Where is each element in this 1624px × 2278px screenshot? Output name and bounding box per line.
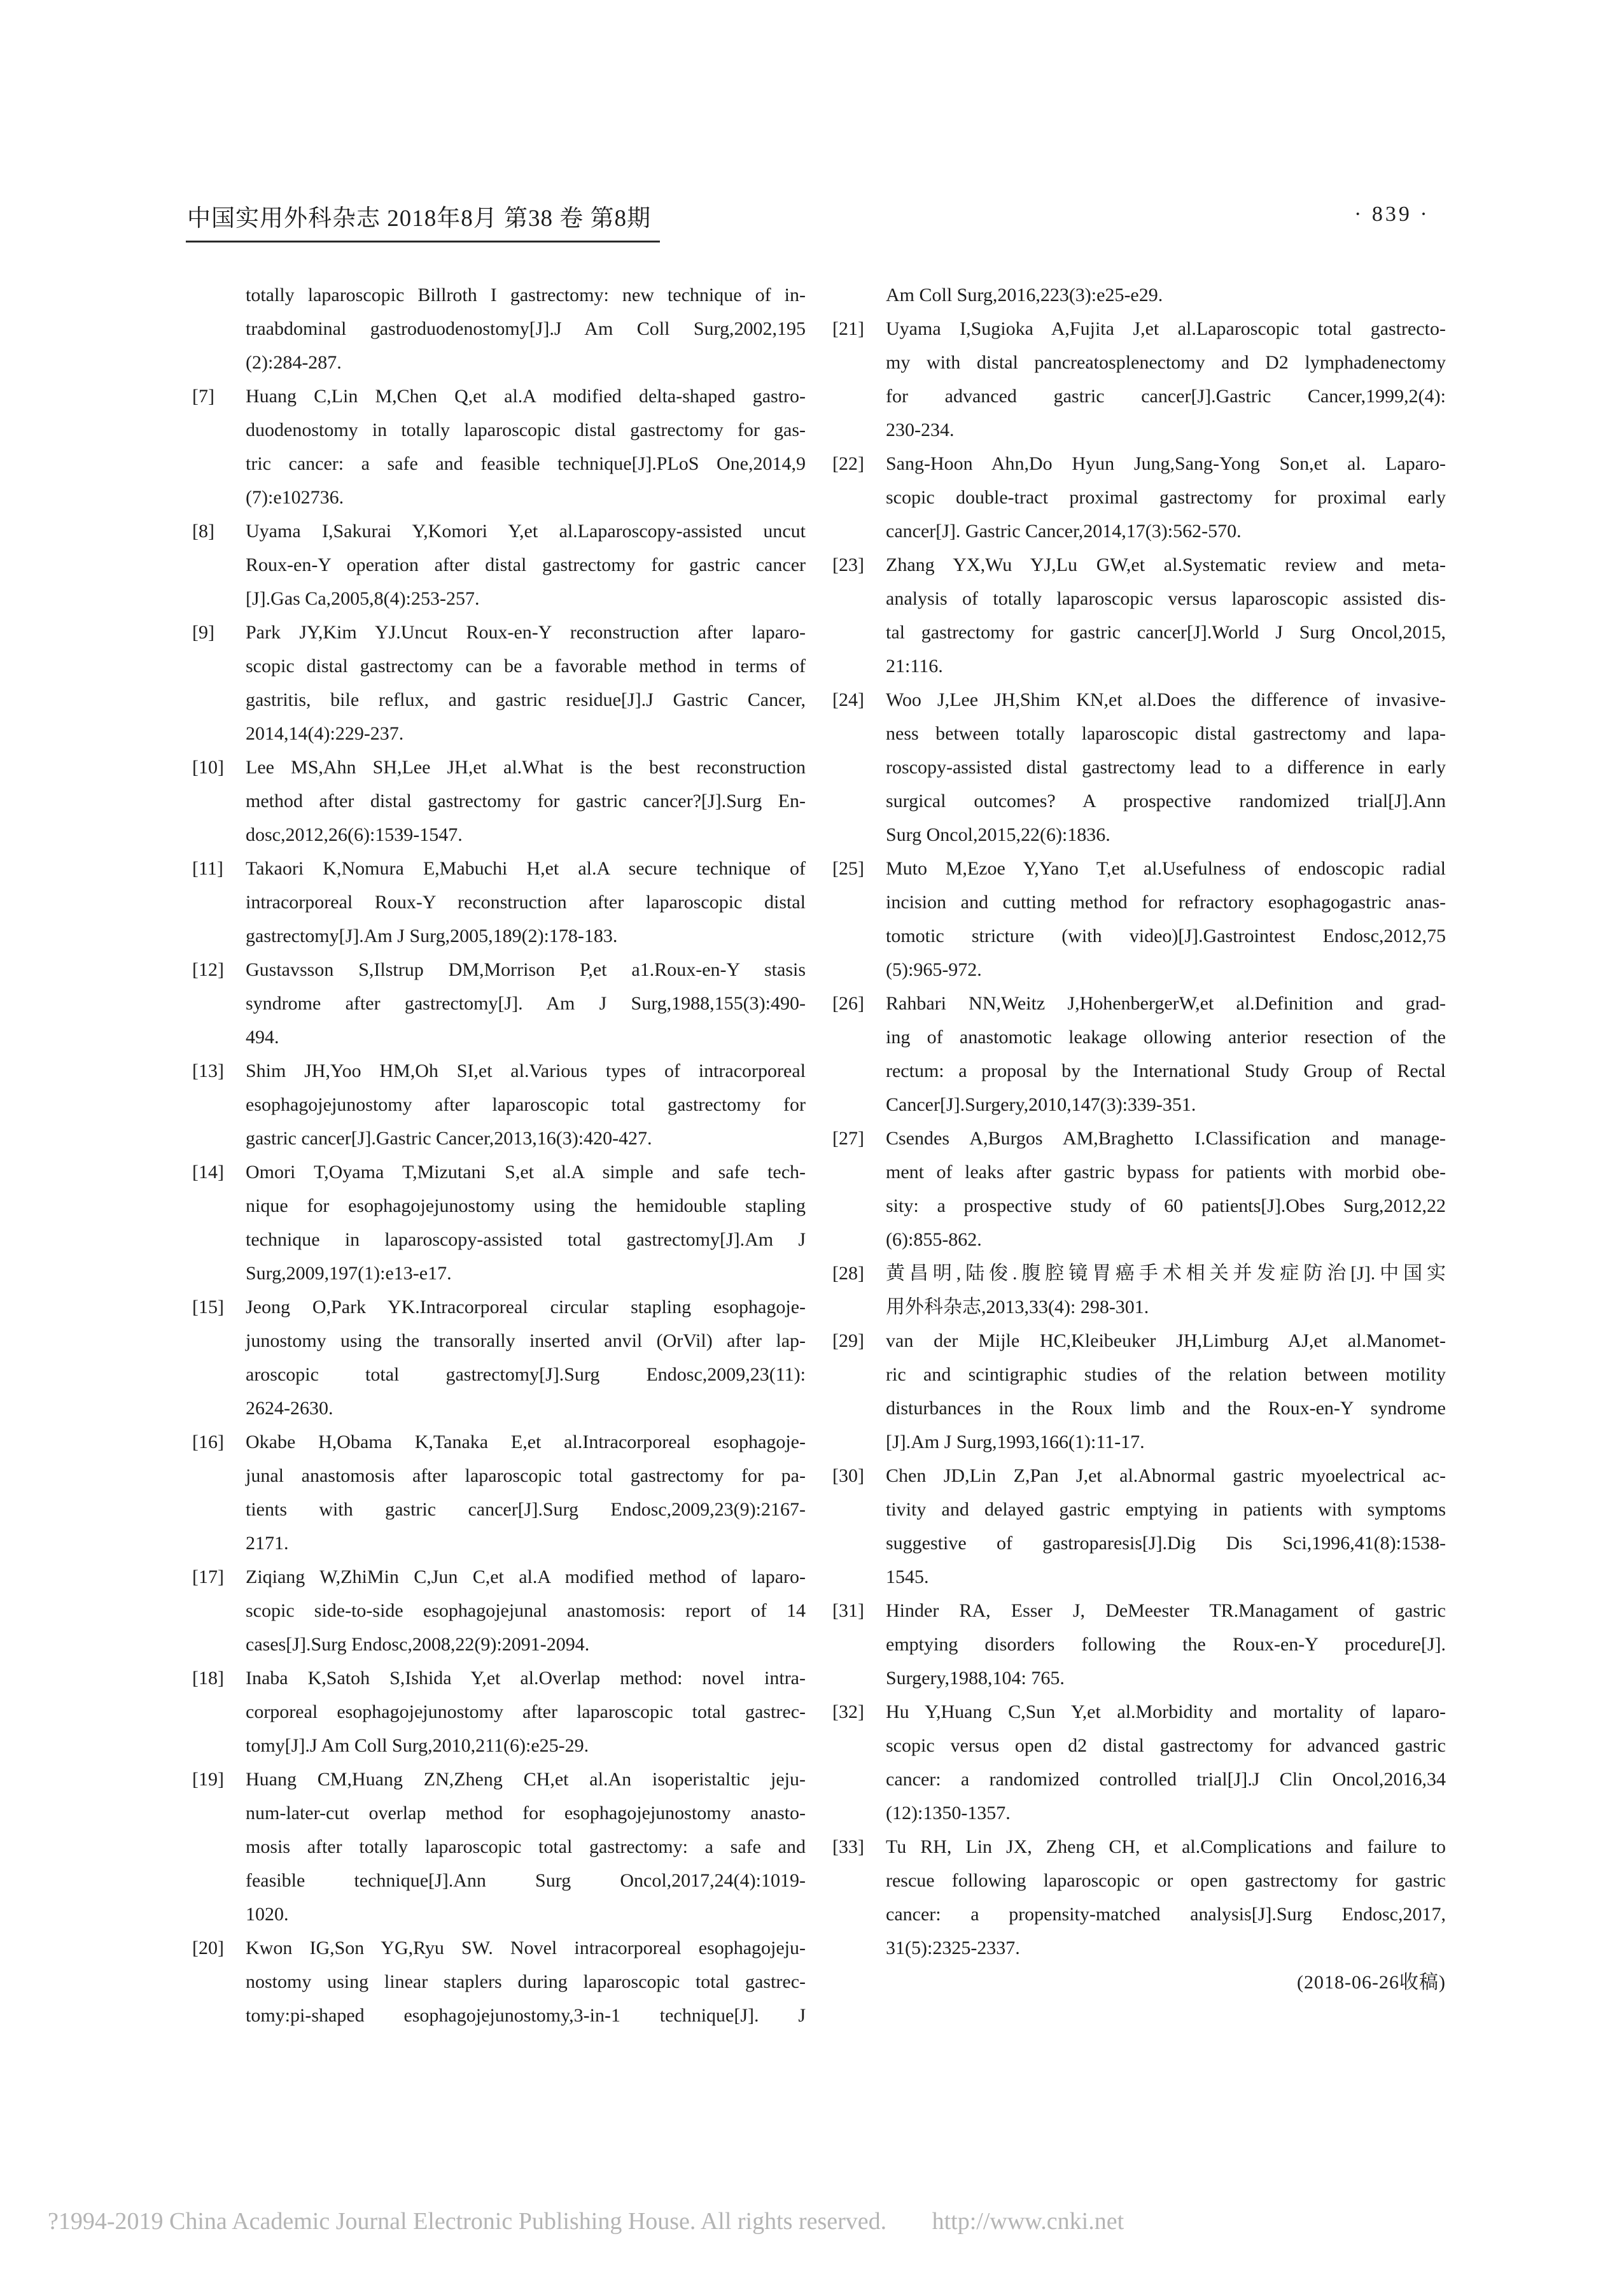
reference-line: Hinder RA, Esser J, DeMeester TR.Managament of gastric: [886, 1600, 1446, 1621]
reference-entry: [192, 1661, 806, 1762]
reference-line: traabdominal gastroduodenostomy[J].J Am Coll Surg,2002,195: [246, 318, 806, 339]
reference-line: junostomy using the transorally inserted anvil (OrVil) after lap-: [246, 1330, 806, 1351]
reference-line: tomy[J].J Am Coll Surg,2010,211(6):e25-29.: [246, 1735, 589, 1756]
reference-line: ing of anastomotic leakage ollowing anterior resection of the: [886, 1027, 1446, 1048]
reference-entry: [832, 312, 1446, 447]
reference-entry: [832, 278, 1446, 312]
reference-text: [246, 1425, 806, 1560]
reference-line: corporeal esophagojejunostomy after laparoscopic total gastrec-: [246, 1701, 806, 1722]
reference-number: [31]: [832, 1600, 864, 1621]
reference-line: (7):e102736.: [246, 487, 344, 508]
reference-number: [22]: [832, 453, 864, 474]
reference-line: feasible technique[J].Ann Surg Oncol,2017,24(4):1019-: [246, 1870, 806, 1891]
reference-line: for advanced gastric cancer[J].Gastric Cancer,1999,2(4):: [886, 386, 1446, 407]
reference-line: Kwon IG,Son YG,Ryu SW. Novel intracorporeal esophagojeju-: [246, 1937, 806, 1958]
reference-number: [10]: [192, 757, 224, 778]
reference-line: Woo J,Lee JH,Shim KN,et al.Does the difference of invasive-: [886, 689, 1446, 710]
reference-number: [17]: [192, 1566, 224, 1587]
reference-entry: [832, 987, 1446, 1121]
reference-number: [9]: [192, 622, 214, 643]
page-footer: [48, 2207, 1588, 2235]
reference-line: totally laparoscopic Billroth I gastrectomy: new technique of in-: [246, 285, 806, 306]
reference-line: esophagojejunostomy after laparoscopic total gastrectomy for: [246, 1094, 806, 1115]
reference-line: 1020.: [246, 1904, 289, 1925]
reference-entry: [832, 447, 1446, 548]
reference-line: Cancer[J].Surgery,2010,147(3):339-351.: [886, 1094, 1196, 1115]
reference-line: Jeong O,Park YK.Intracorporeal circular stapling esophagoje-: [246, 1297, 806, 1318]
reference-line: tric cancer: a safe and feasible technique[J].PLoS One,2014,9: [246, 453, 806, 474]
reference-text: [886, 1830, 1446, 1965]
reference-text: [246, 1155, 806, 1290]
reference-line: aroscopic total gastrectomy[J].Surg Endosc,2009,23(11):: [246, 1364, 806, 1385]
reference-text: [886, 278, 1446, 312]
reference-line: 21:116.: [886, 656, 943, 677]
reference-entry: [832, 1830, 1446, 1965]
reference-number: [26]: [832, 993, 864, 1014]
reference-line: tomy:pi-shaped esophagojejunostomy,3-in-1 technique[J]. J: [246, 2005, 806, 2026]
reference-entry: [192, 615, 806, 750]
reference-entry: [192, 1054, 806, 1155]
reference-line: analysis of totally laparoscopic versus laparoscopic assisted dis-: [886, 588, 1446, 609]
reference-text: [246, 1762, 806, 1931]
reference-line: 黄昌明,陆俊.腹腔镜胃癌手术相关并发症防治[J].中国实: [886, 1263, 1446, 1284]
reference-line: [J].Am J Surg,1993,166(1):11-17.: [886, 1431, 1145, 1452]
reference-text: [886, 1121, 1446, 1256]
reference-text: [886, 1324, 1446, 1459]
reference-line: van der Mijle HC,Kleibeuker JH,Limburg AJ,et al.Manomet-: [886, 1330, 1446, 1351]
reference-text: [886, 1695, 1446, 1830]
reference-line: Am Coll Surg,2016,223(3):e25-e29.: [886, 285, 1163, 306]
reference-line: cases[J].Surg Endosc,2008,22(9):2091-2094.: [246, 1634, 590, 1655]
reference-line: cancer: a randomized controlled trial[J].J Clin Oncol,2016,34: [886, 1769, 1446, 1790]
reference-text: [886, 447, 1446, 548]
reference-number: [11]: [192, 858, 223, 879]
reference-line: num-later-cut overlap method for esophagojejunostomy anasto-: [246, 1803, 806, 1824]
reference-line: ric and scintigraphic studies of the relation between motility: [886, 1364, 1446, 1385]
reference-line: Huang C,Lin M,Chen Q,et al.A modified delta-shaped gastro-: [246, 386, 806, 407]
reference-line: Uyama I,Sugioka A,Fujita J,et al.Laparoscopic total gastrecto-: [886, 318, 1446, 339]
reference-line: Sang-Hoon Ahn,Do Hyun Jung,Sang-Yong Son,et al. Laparo-: [886, 453, 1446, 474]
reference-line: duodenostomy in totally laparoscopic distal gastrectomy for gas-: [246, 419, 806, 440]
reference-text: [246, 852, 806, 953]
references-right-column: [832, 278, 1446, 1999]
reference-line: scopic versus open d2 distal gastrectomy for advanced gastric: [886, 1735, 1446, 1756]
reference-text: [886, 683, 1446, 852]
reference-line: junal anastomosis after laparoscopic total gastrectomy for pa-: [246, 1465, 806, 1486]
reference-entry: [192, 379, 806, 514]
reference-entry: [192, 1560, 806, 1661]
reference-line: tivity and delayed gastric emptying in patients with symptoms: [886, 1499, 1446, 1520]
reference-line: Hu Y,Huang C,Sun Y,et al.Morbidity and mortality of laparo-: [886, 1701, 1446, 1722]
reference-line: 1545.: [886, 1566, 929, 1587]
reference-number: [27]: [832, 1128, 864, 1149]
reference-number: [12]: [192, 959, 224, 980]
reference-entry: [192, 1425, 806, 1560]
reference-line: 2014,14(4):229-237.: [246, 723, 404, 744]
reference-line: my with distal pancreatosplenectomy and D2 lymphadenectomy: [886, 352, 1446, 373]
reference-entry: [192, 1931, 806, 2032]
reference-line: technique in laparoscopy-assisted total gastrectomy[J].Am J: [246, 1229, 806, 1250]
reference-text: [246, 1560, 806, 1661]
reference-text: [886, 312, 1446, 447]
reference-number: [29]: [832, 1330, 864, 1351]
reference-text: [886, 548, 1446, 683]
reference-line: scopic side-to-side esophagojejunal anastomosis: report of 14: [246, 1600, 806, 1621]
reference-line: syndrome after gastrectomy[J]. Am J Surg,1988,155(3):490-: [246, 993, 806, 1014]
reference-text: [246, 514, 806, 615]
reference-number: [32]: [832, 1701, 864, 1722]
reference-line: (5):965-972.: [886, 959, 982, 980]
reference-line: Surg Oncol,2015,22(6):1836.: [886, 824, 1110, 845]
reference-line: mosis after totally laparoscopic total gastrectomy: a safe and: [246, 1836, 806, 1857]
reference-entry: [192, 750, 806, 852]
reference-entry: [192, 852, 806, 953]
reference-entry: [192, 1290, 806, 1425]
reference-line: (12):1350-1357.: [886, 1803, 1011, 1824]
reference-line: cancer[J]. Gastric Cancer,2014,17(3):562-570.: [886, 521, 1242, 542]
reference-line: Chen JD,Lin Z,Pan J,et al.Abnormal gastric myoelectrical ac-: [886, 1465, 1446, 1486]
reference-entry: [832, 1256, 1446, 1324]
reference-number: [25]: [832, 858, 864, 879]
reference-line: disturbances in the Roux limb and the Roux-en-Y syndrome: [886, 1398, 1446, 1419]
page-number: · 839 ·: [1354, 202, 1430, 226]
reference-text: [246, 379, 806, 514]
reference-line: (2):284-287.: [246, 352, 342, 373]
reference-number: [28]: [832, 1263, 864, 1284]
reference-line: Inaba K,Satoh S,Ishida Y,et al.Overlap method: novel intra-: [246, 1668, 806, 1689]
reference-text: [886, 1594, 1446, 1695]
reference-line: Muto M,Ezoe Y,Yano T,et al.Usefulness of endoscopic radial: [886, 858, 1446, 879]
reference-line: incision and cutting method for refractory esophagogastric anas-: [886, 892, 1446, 913]
reference-line: tients with gastric cancer[J].Surg Endosc,2009,23(9):2167-: [246, 1499, 806, 1520]
reference-number: [24]: [832, 689, 864, 710]
reference-line: Tu RH, Lin JX, Zheng CH, et al.Complications and failure to: [886, 1836, 1446, 1857]
reference-entry: [192, 278, 806, 379]
reference-line: gastritis, bile reflux, and gastric residue[J].J Gastric Cancer,: [246, 689, 806, 710]
reference-line: suggestive of gastroparesis[J].Dig Dis Sci,1996,41(8):1538-: [886, 1533, 1446, 1554]
reference-line: 494.: [246, 1027, 279, 1048]
reference-line: intracorporeal Roux-Y reconstruction after laparoscopic distal: [246, 892, 806, 913]
reference-line: scopic double-tract proximal gastrectomy for proximal early: [886, 487, 1446, 508]
reference-text: [886, 1256, 1446, 1324]
reference-line: Ziqiang W,ZhiMin C,Jun C,et al.A modified method of laparo-: [246, 1566, 806, 1587]
reference-entry: [192, 514, 806, 615]
reference-entry: [192, 1762, 806, 1931]
reference-entry: [832, 683, 1446, 852]
reference-line: 2624-2630.: [246, 1398, 333, 1419]
received-note: (2018-06-26收稿): [1297, 1972, 1446, 1993]
reference-line: 31(5):2325-2337.: [886, 1937, 1020, 1958]
reference-line: cancer: a propensity-matched analysis[J].Surg Endosc,2017,: [886, 1904, 1446, 1925]
reference-line: Surg,2009,197(1):e13-e17.: [246, 1263, 452, 1284]
reference-entry: [832, 852, 1446, 987]
journal-info: 中国实用外科杂志 2018年8月 第38 卷 第8期: [186, 199, 660, 243]
reference-line: gastrectomy[J].Am J Surg,2005,189(2):178-183.: [246, 925, 618, 946]
reference-entry: [832, 548, 1446, 683]
reference-number: [14]: [192, 1162, 224, 1183]
reference-text: [246, 953, 806, 1054]
reference-number: [20]: [192, 1937, 224, 1958]
page-header: [0, 199, 1624, 256]
reference-line: scopic distal gastrectomy can be a favorable method in terms of: [246, 656, 806, 677]
reference-entry: [832, 1121, 1446, 1256]
reference-line: Csendes A,Burgos AM,Braghetto I.Classification and manage-: [886, 1128, 1446, 1149]
reference-number: [21]: [832, 318, 864, 339]
reference-text: [246, 278, 806, 379]
reference-line: Omori T,Oyama T,Mizutani S,et al.A simple and safe tech-: [246, 1162, 806, 1183]
reference-line: Surgery,1988,104: 765.: [886, 1668, 1065, 1689]
reference-number: [16]: [192, 1431, 224, 1452]
reference-line: [J].Gas Ca,2005,8(4):253-257.: [246, 588, 480, 609]
reference-line: 2171.: [246, 1533, 289, 1554]
reference-number: [33]: [832, 1836, 864, 1857]
reference-entry: [832, 1695, 1446, 1830]
reference-line: Uyama I,Sakurai Y,Komori Y,et al.Laparoscopy-assisted uncut: [246, 521, 806, 542]
reference-line: Park JY,Kim YJ.Uncut Roux-en-Y reconstruction after laparo-: [246, 622, 806, 643]
reference-text: [886, 852, 1446, 987]
reference-list-right: [832, 278, 1446, 1965]
reference-entry: [192, 1155, 806, 1290]
reference-text: [246, 1661, 806, 1762]
reference-line: gastric cancer[J].Gastric Cancer,2013,16(3):420-427.: [246, 1128, 652, 1149]
reference-line: Huang CM,Huang ZN,Zheng CH,et al.An isoperistaltic jeju-: [246, 1769, 806, 1790]
reference-number: [30]: [832, 1465, 864, 1486]
reference-entry: [192, 953, 806, 1054]
reference-line: (6):855-862.: [886, 1229, 982, 1250]
reference-number: [18]: [192, 1668, 224, 1689]
reference-number: [23]: [832, 554, 864, 575]
reference-line: Roux-en-Y operation after distal gastrectomy for gastric cancer: [246, 554, 806, 575]
reference-line: Gustavsson S,Ilstrup DM,Morrison P,et a1.Roux-en-Y stasis: [246, 959, 806, 980]
reference-line: tomotic stricture (with video)[J].Gastrointest Endosc,2012,75: [886, 925, 1446, 946]
reference-number: [13]: [192, 1060, 224, 1081]
reference-line: Lee MS,Ahn SH,Lee JH,et al.What is the best reconstruction: [246, 757, 806, 778]
reference-text: [246, 1054, 806, 1155]
reference-line: Shim JH,Yoo HM,Oh SI,et al.Various types of intracorporeal: [246, 1060, 806, 1081]
reference-line: nique for esophagojejunostomy using the hemidouble stapling: [246, 1195, 806, 1216]
reference-text: [886, 1459, 1446, 1594]
reference-text: [246, 750, 806, 852]
reference-line: roscopy-assisted distal gastrectomy lead to a difference in early: [886, 757, 1446, 778]
reference-line: sity: a prospective study of 60 patients[J].Obes Surg,2012,22: [886, 1195, 1446, 1216]
reference-line: rectum: a proposal by the International Study Group of Rectal: [886, 1060, 1446, 1081]
reference-line: rescue following laparoscopic or open gastrectomy for gastric: [886, 1870, 1446, 1891]
reference-text: [246, 1931, 806, 2032]
reference-entry: [832, 1324, 1446, 1459]
reference-line: emptying disorders following the Roux-en-Y procedure[J].: [886, 1634, 1446, 1655]
reference-text: [246, 615, 806, 750]
reference-line: Rahbari NN,Weitz J,HohenbergerW,et al.Definition and grad-: [886, 993, 1446, 1014]
reference-text: [246, 1290, 806, 1425]
reference-number: [8]: [192, 521, 214, 542]
reference-line: tal gastrectomy for gastric cancer[J].World J Surg Oncol,2015,: [886, 622, 1446, 643]
reference-line: surgical outcomes? A prospective randomized trial[J].Ann: [886, 791, 1446, 812]
reference-line: method after distal gastrectomy for gastric cancer?[J].Surg En-: [246, 791, 806, 812]
reference-line: ment of leaks after gastric bypass for patients with morbid obe-: [886, 1162, 1446, 1183]
reference-line: ness between totally laparoscopic distal gastrectomy and lapa-: [886, 723, 1446, 744]
reference-line: Takaori K,Nomura E,Mabuchi H,et al.A secure technique of: [246, 858, 806, 879]
reference-line: dosc,2012,26(6):1539-1547.: [246, 824, 463, 845]
reference-line: 用外科杂志,2013,33(4): 298-301.: [886, 1297, 1149, 1318]
copyright-text: ?1994-2019 China Academic Journal Electronic Publishing House. All rights reserved.: [48, 2208, 887, 2235]
reference-number: [7]: [192, 386, 214, 407]
reference-line: 230-234.: [886, 419, 955, 440]
reference-list-left: [192, 278, 806, 2032]
reference-line: nostomy using linear staplers during laparoscopic total gastrec-: [246, 1971, 806, 1992]
reference-number: [15]: [192, 1297, 224, 1318]
references-left-column: [192, 278, 806, 2032]
reference-entry: [832, 1594, 1446, 1695]
reference-line: Okabe H,Obama K,Tanaka E,et al.Intracorporeal esophagoje-: [246, 1431, 806, 1452]
reference-text: [886, 987, 1446, 1121]
reference-line: Zhang YX,Wu YJ,Lu GW,et al.Systematic review and meta-: [886, 554, 1446, 575]
reference-entry: [832, 1459, 1446, 1594]
reference-number: [19]: [192, 1769, 224, 1790]
cnki-url: http://www.cnki.net: [932, 2208, 1124, 2235]
